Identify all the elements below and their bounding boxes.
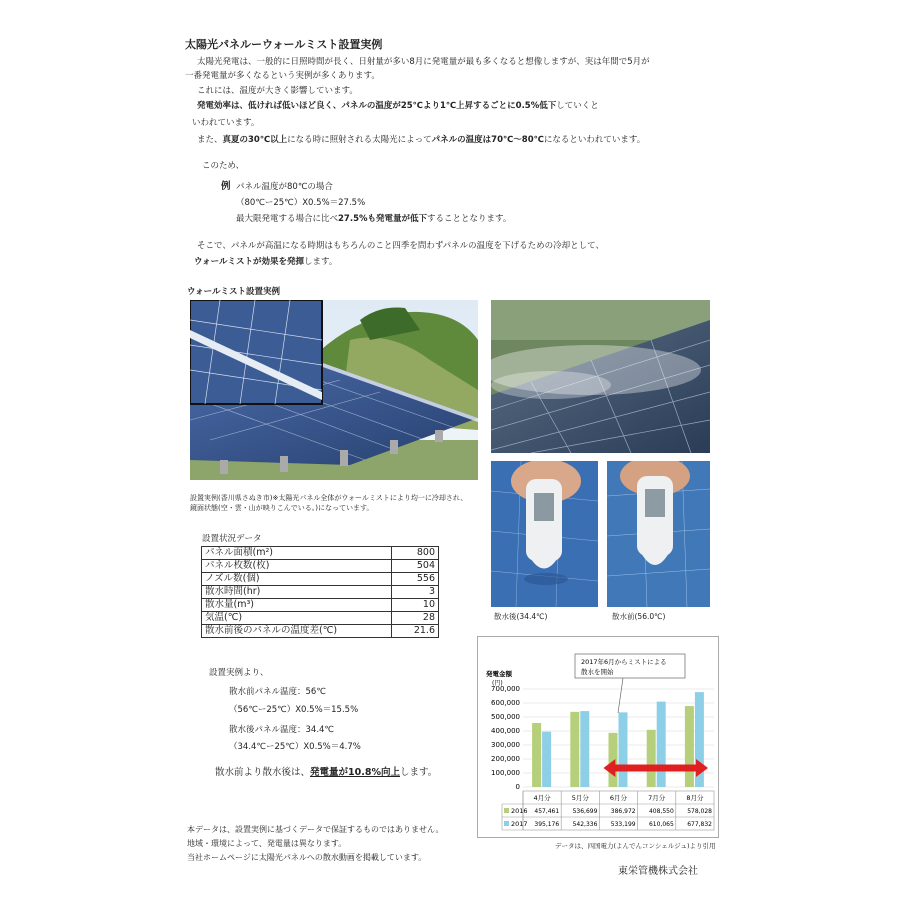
calc-result [215,767,437,779]
calc-line-4: （34.4℃ー25℃）X0.5%＝4.7% [229,742,361,752]
example-pre: 最大限発電する場合に比べ [236,214,339,224]
intro-line-2: 一番発電量が多くなるという実例が多くあります。 [185,71,380,81]
bar-2017 [542,732,551,787]
y-tick-label: 100,000 [491,769,520,777]
table-row [202,586,439,599]
x-tick-label: 6月分 [609,794,628,802]
photo-caption-line-1: 設置実例(香川県さぬき市)※太陽光パネル全体がウォールミストにより均一に冷却され、 [190,494,468,502]
wallmist-effect: ウォールミストが効果を発揮 [194,257,304,267]
example-line-3 [236,213,511,225]
caption-before: 散水前(56.0℃) [612,612,666,621]
thermometer-after-photo [491,461,598,607]
table-row [202,612,439,625]
bar-2017 [619,712,628,787]
calc-line-1: 散水前パネル温度：56℃ [229,687,326,697]
bar-2017 [580,711,589,787]
data-label-2016: 578,028 [687,808,712,815]
legend-label: 2017 [511,820,528,828]
caption-after: 散水後(34.4℃) [494,612,548,621]
bar-2016 [685,706,694,787]
revenue-chart [477,636,719,838]
row-value: 3 [392,586,439,599]
y-axis-title: 発電金額 [486,670,512,678]
row-label: ノズル数(個) [202,573,392,586]
bar-2016 [647,730,656,787]
annotation-line-1: 2017年6月からミストによる [581,658,667,666]
wallmist-tail: します。 [304,257,338,267]
table-title: 設置状況データ [202,534,262,544]
calc-head: 設置実例より、 [209,668,269,678]
row-value: 504 [392,560,439,573]
y-tick-label: 300,000 [491,741,520,749]
row-label: 気温(℃) [202,612,392,625]
table-row [202,547,439,560]
example-line-2: （80℃ー25℃）X0.5%＝27.5% [236,198,366,208]
example-tail: することとなります。 [427,214,512,224]
legend-swatch-2016 [504,808,509,813]
summer-mid: になる時に照射される太陽光によって [287,135,432,145]
efficiency-tail: していくと [556,101,599,111]
bar-2016 [570,712,579,787]
bar-2016 [609,733,618,787]
y-tick-label: 400,000 [491,727,520,735]
table-row [202,625,439,638]
legend-label: 2016 [511,807,528,815]
data-label-2016: 536,699 [572,808,598,815]
y-tick-label: 700,000 [491,685,520,693]
intro-line-4 [197,100,599,112]
example-label: 例 [221,181,231,192]
thermometer-before-photo [607,461,710,607]
photo-caption-line-2: 鏡面状態(空・雲・山が映りこんでいる。)になっています。 [190,504,374,512]
row-label: パネル面積(m²) [202,547,392,560]
table-row [202,560,439,573]
photo-caption [190,493,467,513]
data-label-2016: 408,550 [648,808,674,815]
intro-line-5: いわれています。 [192,118,260,128]
data-label-2017: 610,065 [648,821,674,828]
chart-source: データは、四国電力(よんでんコンシェルジュ)より引用 [555,842,716,850]
row-label: パネル枚数(枚) [202,560,392,573]
row-label: 散水量(m³) [202,599,392,612]
note-1: 本データは、設置実例に基づくデータで保証するものではありません。 [187,825,444,834]
bar-2016 [532,723,541,787]
annotation-line-2: 散水を開始 [581,668,614,676]
row-value: 21.6 [392,625,439,638]
table-row [202,573,439,586]
intro-line-6 [197,134,645,146]
data-label-2016: 457,461 [534,808,560,815]
intro-line-3: これには、温度が大きく影響しています。 [197,86,358,96]
panel-temp: パネルの温度は70℃～80℃ [431,135,544,145]
y-tick-label: 0 [515,783,520,791]
result-tail: します。 [399,767,438,778]
x-tick-label: 4月分 [533,794,551,802]
installation-data-table [201,546,439,638]
y-tick-label: 600,000 [491,699,520,707]
solar-field-photo [190,300,478,480]
y-axis-unit: (円) [492,680,503,687]
calc-line-3: 散水後パネル温度：34.4℃ [229,725,334,735]
efficiency-statement: 発電効率は、低ければ低いほど良く、パネルの温度が25℃より1℃上昇するごとに0.5%低下 [197,101,557,111]
result-pre: 散水前より散水後は、 [215,767,311,778]
document-title: 太陽光パネルーウォールミスト設置実例 [185,38,383,51]
row-value: 28 [392,612,439,625]
note-2: 地域・環境によって、発電量は異なります。 [187,839,347,848]
data-label-2017: 542,336 [572,821,598,828]
legend-swatch-2017 [504,821,509,826]
intro-line-7: このため、 [202,161,245,171]
row-label: 散水時間(hr) [202,586,392,599]
summer-pre: また、 [197,135,223,145]
intro-line-1: 太陽光発電は、一般的に日照時間が長く、日射量が多い8月に発電量が最も多くなると想像しますが、実は年間で5月が [197,57,650,67]
annotation-pointer [618,678,623,713]
calc-line-2: （56℃ー25℃）X0.5%＝15.5% [229,705,359,715]
x-tick-label: 5月分 [571,794,589,802]
example-line-1: パネル温度が80℃の場合 [236,182,333,192]
summer-temp: 真夏の30℃以上 [222,135,288,145]
table-row [202,599,439,612]
row-value: 10 [392,599,439,612]
section-title: ウォールミスト設置実例 [187,287,280,297]
row-value: 556 [392,573,439,586]
data-label-2016: 386,972 [610,808,636,815]
example-loss: 27.5%も発電量が低下 [338,214,428,224]
summer-tail: になるといわれています。 [543,135,646,145]
row-label: 散水前後のパネルの温度差(℃) [202,625,392,638]
x-tick-label: 7月分 [648,794,666,802]
row-value: 800 [392,547,439,560]
note-3: 当社ホームページに太陽光パネルへの散水動画を掲載しています。 [187,853,427,862]
y-tick-label: 200,000 [491,755,520,763]
data-label-2017: 677,832 [687,821,712,828]
data-label-2017: 533,199 [610,821,636,828]
bar-2017 [657,702,666,787]
x-tick-label: 8月分 [686,794,704,802]
intro-line-9 [194,256,337,268]
misting-photo [491,300,710,453]
intro-line-8: そこで、パネルが高温になる時期はもちろんのこと四季を問わずパネルの温度を下げるための冷却として、 [197,241,604,251]
company-name: 東栄管機株式会社 [618,866,698,877]
chart-svg [478,637,718,837]
result-improvement: 発電量が10.8%向上 [310,767,400,778]
data-label-2017: 395,176 [534,821,560,828]
y-tick-label: 500,000 [491,713,520,721]
